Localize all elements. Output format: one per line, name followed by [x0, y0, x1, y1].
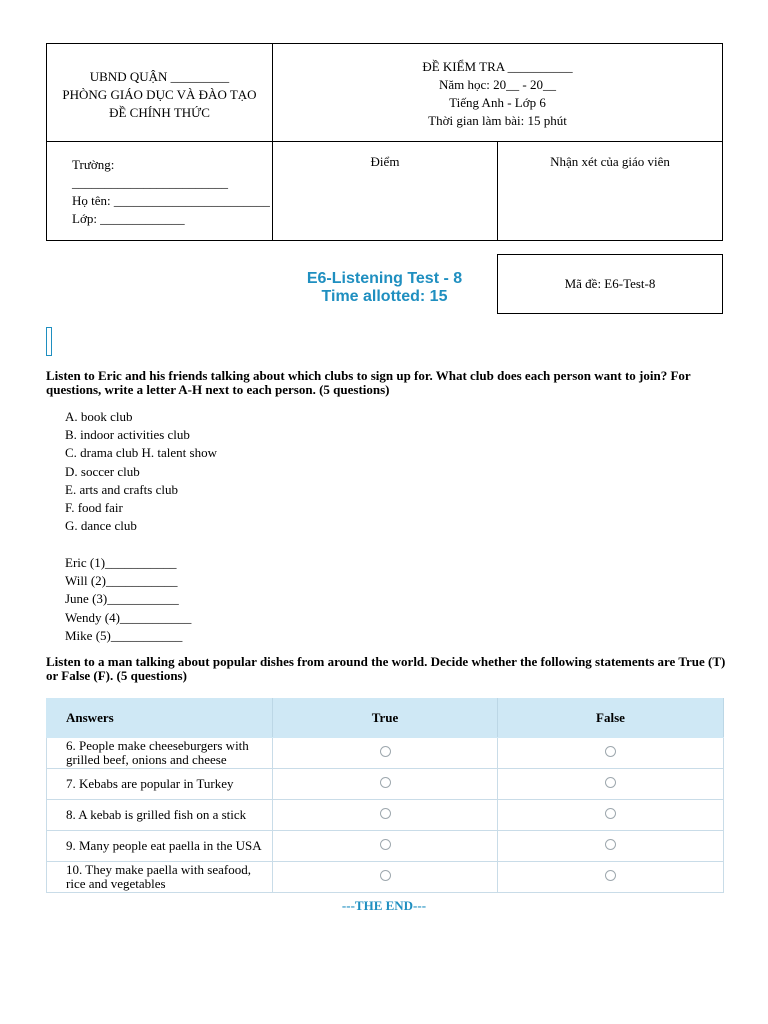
true-radio[interactable]: [380, 746, 391, 757]
table-row: [47, 769, 724, 800]
student-info-cell: [46, 141, 273, 241]
comment-cell: [497, 141, 723, 241]
the-end-label: ---THE END---: [341, 898, 427, 913]
table-row: [47, 862, 724, 893]
statement-text: 6. People make cheeseburgers with grilled beef, onions and cheese: [47, 738, 273, 769]
test-title: E6-Listening Test - 8: [306, 270, 463, 287]
part1-instruction: Listen to Eric and his friends talking about which clubs to sign up for. What club does each person want to join? For questions, write a letter A-H next to each person. (5 questions): [46, 368, 691, 397]
table-row: [47, 800, 724, 831]
school-label: Trường:: [72, 157, 115, 172]
false-radio[interactable]: [605, 777, 616, 788]
test-code-box: [497, 254, 723, 314]
part2-instruction: Listen to a man talking about popular dishes from around the world. Decide whether the following statements are True (T) or False (F). (5 questions): [46, 654, 726, 683]
table-row: [47, 831, 724, 862]
comment-label: Nhận xét của giáo viên: [550, 154, 670, 169]
list-item: E. arts and crafts club: [65, 481, 178, 497]
statement-text: 8. A kebab is grilled fish on a stick: [47, 800, 273, 831]
list-item: C. drama club H. talent show: [65, 445, 217, 461]
exam-duration: Thời gian làm bài: 15 phút: [428, 113, 567, 128]
list-item: A. book club: [65, 409, 133, 424]
district-label: UBND QUẬN _________: [89, 69, 230, 84]
test-time: Time allotted: 15: [321, 288, 448, 305]
test-heading: [272, 270, 497, 306]
score-cell: [272, 141, 498, 241]
list-item: G. dance club: [65, 518, 137, 534]
test-code: Mã đề: E6-Test-8: [564, 276, 656, 291]
class-field: Lớp: _____________: [72, 211, 185, 226]
header-right-cell: [272, 43, 723, 142]
score-label: Điểm: [370, 154, 400, 169]
school-year: Năm học: 20__ - 20__: [439, 77, 556, 92]
exam-title: ĐỀ KIỂM TRA __________: [422, 59, 573, 74]
header-answers: Answers: [47, 699, 273, 738]
subject-grade: Tiếng Anh - Lớp 6: [449, 95, 546, 110]
text-cursor-icon: [46, 327, 52, 356]
list-item: D. soccer club: [65, 463, 140, 479]
false-radio[interactable]: [605, 808, 616, 819]
header-left-cell: [46, 43, 273, 142]
true-false-table: [46, 698, 724, 893]
club-options-list: [65, 408, 217, 535]
statement-text: 7. Kebabs are popular in Turkey: [47, 769, 273, 800]
list-item: B. indoor activities club: [65, 427, 190, 443]
true-radio[interactable]: [380, 808, 391, 819]
false-radio[interactable]: [605, 839, 616, 850]
school-blank: ________________________: [72, 175, 228, 190]
department-label: PHÒNG GIÁO DỤC VÀ ĐÀO TẠO: [62, 87, 257, 102]
answer-line-wendy[interactable]: Wendy (4)___________: [65, 609, 192, 625]
true-radio[interactable]: [380, 839, 391, 850]
false-radio[interactable]: [605, 746, 616, 757]
true-radio[interactable]: [380, 870, 391, 881]
statement-text: 10. They make paella with seafood, rice and vegetables: [47, 862, 273, 893]
official-label: ĐỀ CHÍNH THỨC: [109, 105, 210, 120]
table-header-row: [47, 699, 724, 738]
answer-line-june[interactable]: June (3)___________: [65, 591, 179, 607]
header-true: True: [273, 699, 498, 738]
answer-line-mike[interactable]: Mike (5)___________: [65, 627, 183, 643]
answer-line-will[interactable]: Will (2)___________: [65, 573, 178, 589]
table-row: [47, 738, 724, 769]
list-item: F. food fair: [65, 500, 123, 516]
name-field: Họ tên: ________________________: [72, 193, 270, 208]
statement-text: 9. Many people eat paella in the USA: [47, 831, 273, 862]
true-radio[interactable]: [380, 777, 391, 788]
answer-line-eric[interactable]: Eric (1)___________: [65, 555, 177, 570]
false-radio[interactable]: [605, 870, 616, 881]
people-answer-list: [65, 554, 191, 645]
header-false: False: [498, 699, 724, 738]
